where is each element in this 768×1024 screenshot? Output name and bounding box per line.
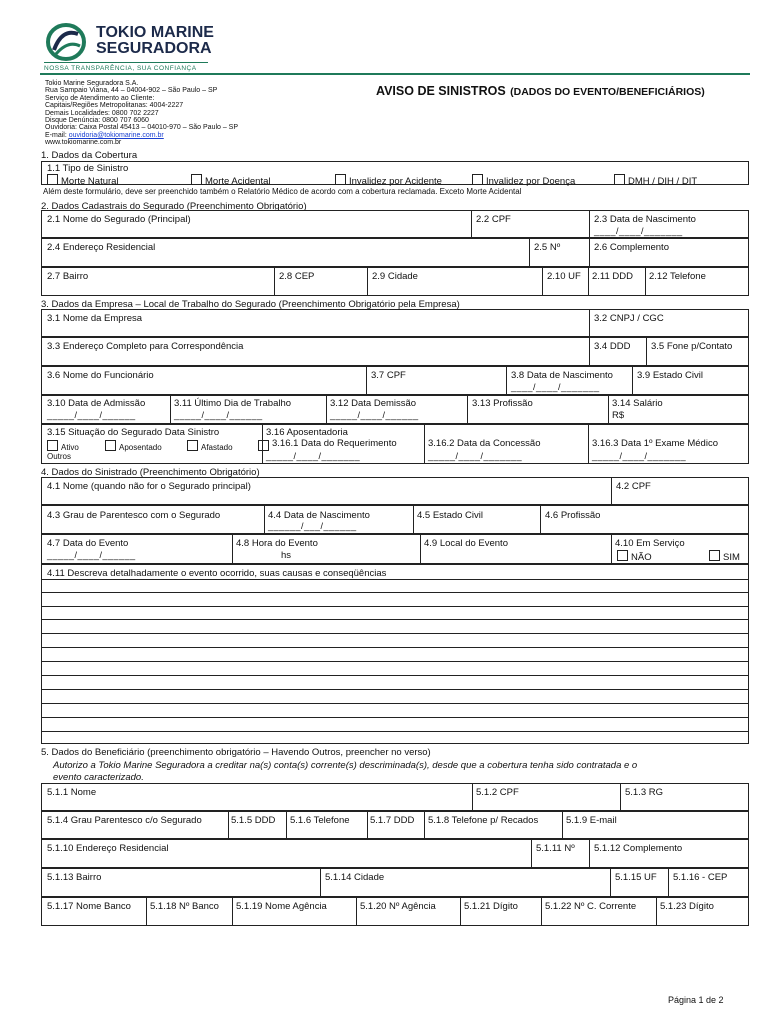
cell-divider [367, 812, 368, 838]
field-2-3[interactable]: 2.3 Data de Nascimento [594, 214, 696, 225]
row-3-b [41, 337, 749, 366]
date-blank: ______/___/______ [268, 521, 357, 531]
cell-divider [562, 812, 563, 838]
date-blank: _____/____/______ [330, 410, 419, 420]
cell-divider [506, 367, 507, 394]
row-1-1 [41, 161, 749, 185]
row-3-c [41, 366, 749, 395]
writing-line [42, 606, 748, 607]
section-3-title: 3. Dados da Empresa – Local de Trabalho do Segurado (Preenchimento Obrigatório pela Empresa) [41, 299, 460, 310]
field-2-12[interactable]: 2.12 Telefone [649, 271, 706, 282]
row-5-a [41, 783, 749, 811]
cell-divider [668, 869, 669, 896]
checkbox[interactable] [191, 174, 202, 185]
cell-divider [420, 535, 421, 563]
cell-divider [632, 367, 633, 394]
cell-divider [146, 898, 147, 925]
writing-line [42, 647, 748, 648]
field-4-3[interactable]: 4.3 Grau de Parentesco com o Segurado [47, 510, 221, 521]
title-sub: (DADOS DO EVENTO/BENEFICIÁRIOS) [510, 86, 705, 98]
section-1-title: 1. Dados da Cobertura [41, 150, 138, 161]
opt-morte-natural[interactable] [47, 174, 119, 187]
date-blank: _____/____/______ [174, 410, 263, 420]
field-5-1-14[interactable]: 5.1.14 Cidade [325, 872, 385, 883]
checkbox[interactable] [47, 440, 58, 451]
field-5-1-11[interactable]: 5.1.11 Nº [536, 843, 575, 854]
opt-morte-acidental[interactable] [191, 174, 270, 187]
contact-line: Capitais/Regiões Metropolitanas: 4004-2227 [45, 102, 184, 110]
field-4-2[interactable]: 4.2 CPF [616, 481, 651, 492]
cell-divider [540, 506, 541, 533]
cell-divider [611, 535, 612, 563]
section-5-title: 5. Dados do Beneficiário (preenchimento obrigatório – Havendo Outros, preencher no verso) [41, 747, 431, 758]
section-2-title: 2. Dados Cadastrais do Segurado (Preenchimento Obrigatório) [41, 201, 307, 212]
row-2-a [41, 210, 749, 238]
field-3-13[interactable]: 3.13 Profissão [472, 398, 533, 409]
opt-sim[interactable] [709, 550, 740, 563]
cell-divider [367, 268, 368, 295]
checkbox[interactable] [614, 174, 625, 185]
opt-label: Morte Acidental [205, 176, 271, 187]
field-2-2[interactable]: 2.2 CPF [476, 214, 511, 225]
cell-divider [529, 239, 530, 266]
opt-label: SIM [723, 552, 740, 563]
date-blank: _____/____/_______ [266, 451, 361, 461]
authorization-line-2: evento caracterizado. [53, 772, 144, 783]
field-3-16-1[interactable]: 3.16.1 Data do Requerimento [272, 438, 397, 449]
cell-divider [589, 840, 590, 867]
brand-name [96, 25, 214, 57]
tokio-marine-logo-icon [44, 22, 88, 62]
cell-divider [228, 812, 229, 838]
opt-invalidez-doenca[interactable] [472, 174, 575, 187]
row-5-b [41, 811, 749, 839]
checkbox[interactable] [258, 440, 269, 451]
writing-line [42, 579, 748, 580]
writing-line [42, 717, 748, 718]
opt-label: Invalidez por Doença [486, 176, 576, 187]
cell-divider [170, 396, 171, 423]
field-1-1-label: 1.1 Tipo de Sinistro [47, 163, 129, 174]
contact-line: Ouvidoria: Caixa Postal 45413 – 04010-970 – São Paulo – SP [45, 124, 239, 132]
contact-block [45, 80, 238, 147]
cell-divider [588, 268, 589, 295]
opt-label: Ativo [61, 443, 79, 452]
cell-divider [264, 506, 265, 533]
row-2-b [41, 238, 749, 267]
logo-mark [44, 22, 88, 62]
cell-divider [467, 396, 468, 423]
cell-divider [610, 869, 611, 896]
field-5-1-15[interactable]: 5.1.15 UF [615, 872, 657, 883]
cell-divider [531, 840, 532, 867]
field-5-1-9[interactable]: 5.1.9 E-mail [566, 815, 617, 826]
field-5-1-16[interactable]: 5.1.16 - CEP [673, 872, 728, 883]
date-blank: ____/____/_______ [511, 382, 600, 392]
field-5-1-23[interactable]: 5.1.23 Dígito [660, 901, 714, 912]
writing-line [42, 675, 748, 676]
opt-label: DMH / DIH / DIT [628, 176, 698, 187]
cell-divider [541, 898, 542, 925]
field-3-16: 3.16 Aposentadoria [266, 427, 348, 438]
checkbox[interactable] [105, 440, 116, 451]
row-3-e [41, 424, 749, 464]
field-5-1-21[interactable]: 5.1.21 Dígito [464, 901, 518, 912]
checkbox[interactable] [472, 174, 483, 185]
date-blank: ____/____/_______ [594, 226, 683, 236]
opt-invalidez-acidente[interactable] [335, 174, 442, 187]
row-4-b [41, 505, 749, 534]
field-5-1-20[interactable]: 5.1.20 Nº Agência [360, 901, 436, 912]
field-5-1-17[interactable]: 5.1.17 Nome Banco [47, 901, 131, 912]
opt-label: Invalidez por Acidente [349, 176, 442, 187]
cell-divider [424, 425, 425, 463]
field-4-6[interactable]: 4.6 Profissão [545, 510, 601, 521]
field-4-11: 4.11 Descreva detalhadamente o evento ocorrido, suas causas e conseqüências [47, 568, 387, 579]
date-blank: _____/____/_______ [428, 451, 523, 461]
field-2-10[interactable]: 2.10 UF [547, 271, 581, 282]
field-5-1-12[interactable]: 5.1.12 Complemento [594, 843, 683, 854]
brand-rule [44, 62, 208, 63]
writing-line [42, 661, 748, 662]
opt-nao[interactable] [617, 550, 652, 563]
field-4-7[interactable]: 4.7 Data do Evento [47, 538, 129, 549]
field-3-8[interactable]: 3.8 Data de Nascimento [511, 370, 613, 381]
field-4-8[interactable]: 4.8 Hora do Evento [236, 538, 318, 549]
field-4-5[interactable]: 4.5 Estado Civil [417, 510, 484, 521]
section-1-note: Além deste formulário, deve ser preenchido também o Relatório Médico de acordo com a cobertura reclamada. Exceto Morte Acidental [43, 187, 522, 196]
field-3-11[interactable]: 3.11 Último Dia de Trabalho [174, 398, 292, 409]
cell-divider [588, 425, 589, 463]
section-4-title: 4. Dados do Sinistrado (Preenchimento Obrigatório) [41, 467, 260, 478]
row-5-d [41, 868, 749, 897]
contact-website: www.tokiomarine.com.br [45, 139, 122, 147]
contact-line: Disque Denúncia: 0800 707 6060 [45, 117, 149, 125]
opt-ativo[interactable] [47, 440, 79, 452]
field-5-1-5[interactable]: 5.1.5 DDD [231, 815, 276, 826]
form-title [376, 82, 705, 100]
opt-outros[interactable]: Outros [47, 452, 72, 461]
checkbox[interactable] [335, 174, 346, 185]
checkbox[interactable] [617, 550, 628, 561]
field-5-1-8[interactable]: 5.1.8 Telefone p/ Recados [428, 815, 539, 826]
cell-divider [542, 268, 543, 295]
cell-divider [471, 211, 472, 237]
contact-line: Tokio Marine Seguradora S.A. [45, 80, 139, 87]
field-5-1-6[interactable]: 5.1.6 Telefone [290, 815, 350, 826]
cell-divider [589, 310, 590, 336]
contact-line: Rua Sampaio Viana, 44 – 04004-902 – São Paulo – SP [45, 87, 218, 95]
cell-divider [320, 869, 321, 896]
row-5-c [41, 839, 749, 868]
field-5-1-2[interactable]: 5.1.2 CPF [476, 787, 519, 798]
writing-line [42, 592, 748, 593]
page-number: Página 1 de 2 [668, 995, 724, 1005]
field-3-10[interactable]: 3.10 Data de Admissão [47, 398, 146, 409]
field-3-16-3[interactable]: 3.16.3 Data 1º Exame Médico [592, 438, 718, 449]
field-3-14[interactable]: 3.14 Salário [612, 398, 663, 409]
row-4-a [41, 477, 749, 505]
row-4-11[interactable] [41, 564, 749, 744]
field-3-1[interactable]: 3.1 Nome da Empresa [47, 313, 143, 324]
cell-divider [646, 338, 647, 365]
checkbox[interactable] [47, 174, 58, 185]
field-3-12[interactable]: 3.12 Data Demissão [330, 398, 417, 409]
field-3-4[interactable]: 3.4 DDD [594, 341, 631, 352]
cell-divider [589, 239, 590, 266]
row-5-e [41, 897, 749, 926]
cell-divider [620, 784, 621, 810]
field-5-1-18[interactable]: 5.1.18 Nº Banco [150, 901, 219, 912]
writing-line [42, 703, 748, 704]
cell-divider [232, 898, 233, 925]
opt-dmh[interactable] [614, 174, 697, 187]
field-5-1-4[interactable]: 5.1.4 Grau Parentesco c/o Segurado [47, 815, 202, 826]
cell-divider [645, 268, 646, 295]
cell-divider [366, 367, 367, 394]
writing-line [42, 619, 748, 620]
date-blank: _____/____/______ [47, 410, 136, 420]
writing-line [42, 731, 748, 732]
email-prefix: E-mail: [45, 131, 69, 139]
row-3-d [41, 395, 749, 424]
field-3-2[interactable]: 3.2 CNPJ / CGC [594, 313, 664, 324]
field-2-8[interactable]: 2.8 CEP [279, 271, 315, 282]
hours-suffix: hs [281, 550, 292, 561]
field-2-7[interactable]: 2.7 Bairro [47, 271, 89, 282]
field-5-1-10[interactable]: 5.1.10 Endereço Residencial [47, 843, 169, 854]
brand-line-2: SEGURADORA [96, 40, 212, 57]
field-3-6[interactable]: 3.6 Nome do Funcionário [47, 370, 154, 381]
opt-afastado[interactable] [187, 440, 233, 452]
cell-divider [232, 535, 233, 563]
opt-label: NÃO [631, 552, 652, 563]
row-4-c [41, 534, 749, 564]
cell-divider [356, 898, 357, 925]
cell-divider [656, 898, 657, 925]
field-2-1[interactable]: 2.1 Nome do Segurado (Principal) [47, 214, 191, 225]
field-5-1-3[interactable]: 5.1.3 RG [625, 787, 664, 798]
brand-tagline: NOSSA TRANSPARÊNCIA, SUA CONFIANÇA [44, 65, 197, 72]
field-4-4[interactable]: 4.4 Data de Nascimento [268, 510, 370, 521]
field-3-16-2[interactable]: 3.16.2 Data da Concessão [428, 438, 541, 449]
contact-line: Serviço de Atendimento ao Cliente: [45, 94, 155, 102]
field-3-15: 3.15 Situação do Segurado Data Sinistro [47, 427, 220, 438]
field-4-1[interactable]: 4.1 Nome (quando não for o Segurado principal) [47, 481, 251, 492]
cell-divider [424, 812, 425, 838]
field-3-7[interactable]: 3.7 CPF [371, 370, 406, 381]
cell-divider [589, 211, 590, 237]
field-5-1-1[interactable]: 5.1.1 Nome [47, 787, 97, 798]
header-rule [40, 73, 750, 75]
brand-line-1: TOKIO MARINE [96, 24, 214, 41]
field-2-6[interactable]: 2.6 Complemento [594, 242, 669, 253]
cell-divider [589, 338, 590, 365]
cell-divider [262, 425, 263, 463]
cell-divider [274, 268, 275, 295]
field-3-5[interactable]: 3.5 Fone p/Contato [651, 341, 733, 352]
title-main: AVISO DE SINISTROS [376, 84, 506, 98]
row-2-c [41, 267, 749, 296]
cell-divider [326, 396, 327, 423]
opt-label: Aposentado [119, 443, 162, 452]
field-5-1-22[interactable]: 5.1.22 Nº C. Corrente [545, 901, 637, 912]
opt-aposentado[interactable] [105, 440, 162, 452]
cell-divider [460, 898, 461, 925]
field-3-3[interactable]: 3.3 Endereço Completo para Correspondência [47, 341, 244, 352]
email-link[interactable]: ouvidoria@tokiomarine.com.br [68, 131, 164, 139]
cell-divider [611, 478, 612, 504]
row-3-a [41, 309, 749, 337]
field-2-5[interactable]: 2.5 Nº [534, 242, 561, 253]
field-5-1-19[interactable]: 5.1.19 Nome Agência [236, 901, 327, 912]
authorization-line-1: Autorizo a Tokio Marine Seguradora a creditar na(s) conta(s) corrente(s) descriminada(s), desde que a cobertura tenha sido contratada e o [53, 760, 638, 771]
field-4-9[interactable]: 4.9 Local do Evento [424, 538, 508, 549]
cell-divider [286, 812, 287, 838]
writing-line [42, 633, 748, 634]
opt-label: Morte Natural [61, 176, 119, 187]
field-2-9[interactable]: 2.9 Cidade [372, 271, 418, 282]
opt-label: Afastado [201, 443, 233, 452]
checkbox[interactable] [709, 550, 720, 561]
cell-divider [472, 784, 473, 810]
cell-divider [413, 506, 414, 533]
field-5-1-13[interactable]: 5.1.13 Bairro [47, 872, 102, 883]
contact-line: Demais Localidades: 0800 702 2227 [45, 109, 159, 117]
contact-email [45, 132, 238, 139]
field-2-11[interactable]: 2.11 DDD [592, 271, 634, 282]
field-3-9[interactable]: 3.9 Estado Civil [637, 370, 704, 381]
date-blank: _____/____/______ [47, 550, 136, 560]
currency-label: R$ [612, 410, 625, 421]
checkbox[interactable] [187, 440, 198, 451]
cell-divider [608, 396, 609, 423]
date-blank: _____/____/_______ [592, 451, 687, 461]
field-4-10: 4.10 Em Serviço [615, 538, 685, 549]
field-2-4[interactable]: 2.4 Endereço Residencial [47, 242, 156, 253]
field-5-1-7[interactable]: 5.1.7 DDD [370, 815, 415, 826]
writing-line [42, 689, 748, 690]
